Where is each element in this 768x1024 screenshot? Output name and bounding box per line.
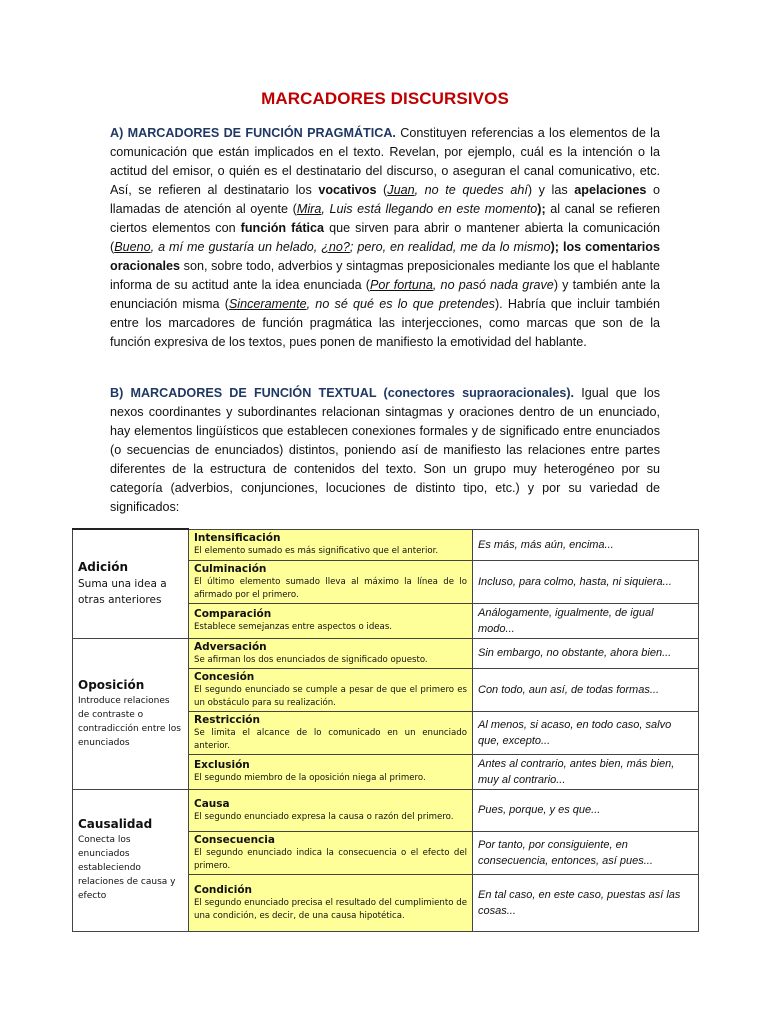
example-marker: Bueno: [114, 240, 151, 254]
subtype-cell: [189, 874, 473, 931]
category-description: Introduce relaciones de contraste o contradicción entre los enunciados: [78, 695, 181, 748]
subtype-cell: [189, 668, 473, 711]
examples-cell: Al menos, si acaso, en todo caso, salvo que, excepto...: [473, 711, 699, 754]
text-run: son, sobre todo, adverbios y sintagmas preposicionales mediante los que el hablante informa de su actitud ante la idea enunciada (: [110, 259, 660, 292]
category-cell-adicion: [73, 529, 189, 638]
section-a-paragraph: [110, 124, 660, 352]
examples-cell: Con todo, aun así, de todas formas...: [473, 668, 699, 711]
example-text: , no te quedes ahí: [414, 183, 528, 197]
bold-term: función fática: [240, 221, 325, 235]
text-run: ). Habría que incluir también entre los marcadores de función pragmática las interjecciones, como marcas que son de la función expresiva de los textos, pues ponen de manifiesto la emotividad del hablante.: [110, 297, 660, 349]
section-b-heading: B) MARCADORES DE FUNCIÓN TEXTUAL (conectores supraoracionales).: [110, 386, 575, 400]
subtype-name: Causa: [194, 797, 230, 810]
example-text: , no sé qué es lo que pretendes: [306, 297, 495, 311]
subtype-description: El segundo enunciado precisa el resultado del cumplimiento de una condición, es decir, de una causa hipotética.: [194, 897, 467, 921]
bold-term: vocativos: [318, 183, 377, 197]
text-run: al canal se refieren ciertos elementos con: [110, 202, 661, 235]
section-a-heading: A) MARCADORES DE FUNCIÓN PRAGMÁTICA.: [110, 126, 396, 140]
examples-cell: Antes al contrario, antes bien, más bien, muy al contrario...: [473, 754, 699, 789]
text-run: (: [376, 183, 388, 197]
subtype-description: El segundo enunciado se cumple a pesar de que el primero es un obstáculo para su realización.: [194, 684, 467, 708]
example-text: , a mí me gustaría un helado,: [150, 240, 322, 254]
subtype-description: Se limita el alcance de lo comunicado en un enunciado anterior.: [194, 727, 467, 751]
example-marker: Mira: [296, 202, 322, 216]
subtype-name: Exclusión: [194, 759, 250, 771]
subtype-cell: [189, 638, 473, 668]
table-row: [73, 529, 699, 560]
table-row: [73, 638, 699, 668]
example-text: ; pero, en realidad, me da lo mismo: [349, 240, 551, 254]
subtype-cell: [189, 560, 473, 603]
subtype-cell: [189, 789, 473, 831]
subtype-name: Condición: [194, 883, 253, 896]
text-run: ) y también ante la enunciación misma (: [110, 278, 660, 311]
subtype-cell: [189, 711, 473, 754]
category-description: Suma una idea a otras anteriores: [78, 577, 167, 606]
bold-term: apelaciones: [574, 183, 647, 197]
text-run: Constituyen referencias a los elementos de la comunicación que están implicados en el texto. Revelan, por ejemplo, cuál es la intención o la actitud del emisor, o quién es el destinatario del discurso, o aseguran el canal comunicativo, etc. Así, se refieren al destinatario los: [110, 126, 660, 197]
category-cell-oposicion: [73, 638, 189, 789]
examples-cell: Es más, más aún, encima...: [473, 529, 699, 560]
connectors-table: [72, 528, 699, 932]
category-name: Oposición: [78, 677, 145, 692]
text-run: ) y las: [527, 183, 575, 197]
subtype-name: Adversación: [194, 640, 267, 653]
subtype-cell: [189, 754, 473, 789]
text-run: que sirven para abrir o mantener abierta la comunicación (: [110, 221, 660, 254]
example-marker: Sinceramente: [228, 297, 307, 311]
subtype-name: Intensificación: [194, 532, 281, 544]
text-run: o llamadas de atención al oyente (: [110, 183, 660, 216]
section-b-paragraph: [110, 384, 660, 517]
subtype-name: Comparación: [194, 608, 272, 620]
example-text: , Luis está llegando en este momento: [321, 202, 538, 216]
examples-cell: Por tanto, por consiguiente, en consecuencia, entonces, así pues...: [473, 831, 699, 874]
examples-cell: Pues, porque, y es que...: [473, 789, 699, 831]
bold-term: );: [537, 202, 546, 216]
subtype-cell: [189, 831, 473, 874]
subtype-cell: [189, 529, 473, 560]
category-name: Causalidad: [78, 817, 153, 831]
examples-cell: En tal caso, en este caso, puestas así las cosas...: [473, 874, 699, 931]
example-marker: Por fortuna: [369, 278, 433, 292]
category-name: Adición: [78, 559, 129, 574]
example-marker: Juan: [387, 183, 415, 197]
bold-term: ); los comentarios oracionales: [110, 240, 660, 273]
example-marker: ¿no?: [321, 240, 350, 254]
category-cell-causalidad: [73, 789, 189, 931]
subtype-name: Consecuencia: [194, 833, 275, 846]
subtype-description: El segundo miembro de la oposición niega al primero.: [194, 773, 426, 783]
table-row: [73, 789, 699, 831]
examples-cell: Incluso, para colmo, hasta, ni siquiera...: [473, 560, 699, 603]
subtype-description: El elemento sumado es más significativo que el anterior.: [194, 546, 439, 556]
subtype-description: Establece semejanzas entre aspectos o ideas.: [194, 622, 393, 632]
page-title: MARCADORES DISCURSIVOS: [261, 89, 509, 108]
example-text: , no pasó nada grave: [432, 278, 554, 292]
subtype-cell: [189, 603, 473, 638]
subtype-description: El último elemento sumado lleva al máximo la línea de lo afirmado por el primero.: [194, 576, 467, 600]
subtype-description: Se afirman los dos enunciados de significado opuesto.: [194, 654, 428, 665]
examples-cell: Sin embargo, no obstante, ahora bien...: [473, 638, 699, 668]
subtype-description: El segundo enunciado indica la consecuencia o el efecto del primero.: [194, 847, 467, 871]
text-run: Igual que los nexos coordinantes y subordinantes relacionan sintagmas y oraciones dentro de un enunciado, hay elementos lingüísticos que establecen conexiones formales y de significado entre enunciados (o secuencias de enunciados) distintos, poniendo así de manifiesto las relaciones entre partes diferentes de la estructura de contenidos del texto. Son un grupo muy heterogéneo por su categoría (adverbios, conjunciones, locuciones de distinto tipo, etc.) y por su variedad de significados:: [110, 386, 661, 514]
subtype-name: Concesión: [194, 670, 255, 683]
subtype-description: El segundo enunciado expresa la causa o razón del primero.: [194, 811, 454, 822]
examples-cell: Análogamente, igualmente, de igual modo...: [473, 603, 699, 638]
category-description: Conecta los enunciados estableciendo relaciones de causa y efecto: [78, 835, 176, 901]
subtype-name: Restricción: [194, 713, 260, 726]
subtype-name: Culminación: [194, 562, 267, 575]
